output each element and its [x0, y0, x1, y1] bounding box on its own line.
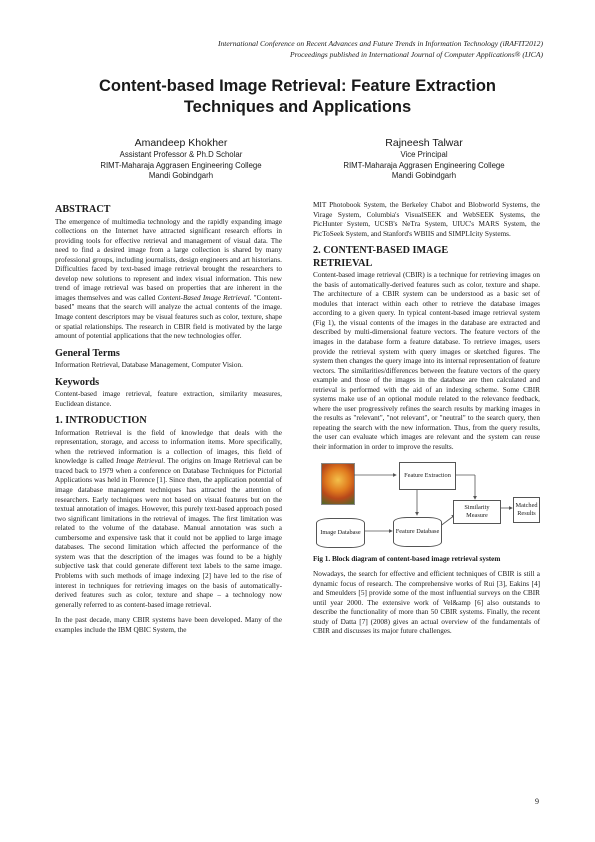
introduction-emphasis: Image Retrieval [116, 457, 164, 466]
page-number: 9 [535, 797, 539, 806]
author-affiliation: RIMT-Maharaja Aggrasen Engineering College [100, 160, 262, 170]
abstract-text [55, 218, 282, 342]
conference-header [218, 38, 543, 60]
author-block-1 [56, 136, 306, 182]
image-database-cylinder: Image Database [316, 518, 365, 548]
cbir-paragraph-2: Nowadays, the search for effective and efficient techniques of CBIR is still a dynamic focus of research. The comprehensive works of Rui [3], Eakins [4] and Smeulders [5] provide some of the most influential surveys on the CBIR until year 2000. The extensive work of Vel&amp [6] also outstands to describe the functionality of more than 50 CBIR systems. Finally, the recent study of Datta [7] (2008) gives an actual overview of the fundamentals of CBIR and discusses its major future challenges. [313, 570, 540, 636]
author-name: Rajneesh Talwar [385, 137, 463, 149]
author-location: Mandi Gobindgarh [148, 171, 214, 180]
header-line-1: International Conference on Recent Advances and Future Trends in Information Technology (iRAFIT2012) [217, 39, 543, 48]
author-role: Assistant Professor & Ph.D Scholar [119, 150, 243, 159]
general-terms-heading: General Terms [55, 347, 120, 359]
introduction-text-part: . The origins on Image Retrieval can be traced back to 1979 when a conference on Database Techniques for Pictorial Applications was held in Florence [1]. Since then, the application potential of image database management techniques has attracted the attention of researchers. Early techniques were not based on visual features but on the textual annotation of images. However, this purely text-based approach posed two significant limitations in the retrieval of images. The first limitation was related to the volume of the database. Manual annotation was such a cumbersome and expensive task that it could not be applied to large image databases. The second limitation which affected the performance of the system was that the description of the images was found to be a highly subjective task that could generate different text labels to the same image. Problems with such methods of image indexing [2] have led to the rise of interest in techniques for retrieving images on the basis of automatically-derived features such as color, texture and shape – a technology now generally referred to as content-based image retrieval. [55, 457, 282, 609]
keywords-text: Content-based image retrieval, feature extraction, similarity measures, Euclidean distance. [55, 390, 282, 408]
cbir-block-diagram [313, 461, 540, 549]
cbir-heading-line-2: RETRIEVAL [313, 257, 373, 269]
introduction-paragraph-2: In the past decade, many CBIR systems have been developed. Many of the examples include the IBM QBIC System, the [55, 616, 282, 634]
matched-results-box: Matched Results [513, 497, 540, 523]
similarity-measure-box: Similarity Measure [453, 500, 501, 524]
author-name: Amandeep Khokher [134, 137, 228, 149]
right-column [313, 201, 540, 643]
abstract-emphasis: Content-Based Image Retrieval [157, 293, 250, 302]
author-role: Vice Principal [400, 150, 448, 159]
general-terms-text: Information Retrieval, Database Management, Computer Vision. [55, 361, 243, 370]
introduction-paragraph-2-continued: MIT Photobook System, the Berkeley Chabot and Blobworld Systems, the Virage System, Columbia's VisualSEEK and WebSEEK Systems, the PicHunter System, UCSB's NeTra System, UIUC's MARS System, the PicToSeek System, and Stanford's WBIIS and SIMPLIcity Systems. [313, 201, 540, 238]
feature-extraction-box: Feature Extraction [399, 462, 456, 490]
left-column [55, 204, 282, 641]
introduction-paragraph-1 [55, 429, 282, 610]
abstract-heading: ABSTRACT [55, 204, 111, 215]
introduction-text-part: Information Retrieval is the field of knowledge that deals with the representation, storage, and access to information items. More specifically, when the retrieved information is a collection of images, this field of knowledge is called [55, 428, 282, 466]
author-block-2 [299, 136, 549, 182]
cbir-heading [313, 245, 540, 270]
abstract-text-part: The emergence of multimedia technology and the rapidly expanding image collections on the Internet have attracted significant research efforts in providing tools for effective retrieval and management of visual data. The need to find a desired image from a large collection is shared by many professional groups, including journalists, design engineers and art historians. Difficulties faced by text-based image retrieval brought the researchers to develop new solutions to represent and index visual information. This new trend of image retrieval was based on properties that are inherent in the images themselves and was called [55, 217, 282, 302]
abstract-text-part: . "Content-based" means that the search will analyze the actual contents of the image. Image content descriptors may be visual features such as color, texture, shape or spatial relationships. The research in CBIR field is motivated by the large amount of potential applications that the new technologies offer. [55, 293, 282, 341]
author-affiliation: RIMT-Maharaja Aggrasen Engineering College [343, 160, 505, 170]
keywords-heading: Keywords [55, 376, 100, 388]
introduction-heading: 1. INTRODUCTION [55, 415, 147, 427]
paper-title [40, 76, 555, 118]
feature-database-cylinder: Feature Database [393, 517, 442, 547]
title-line-1: Content-based Image Retrieval: Feature Extraction [98, 77, 496, 95]
cbir-heading-line-1: 2. CONTENT-BASED IMAGE [313, 245, 449, 257]
title-line-2: Techniques and Applications [183, 98, 412, 116]
cbir-paragraph-1: Content-based image retrieval (CBIR) is a technique for retrieving images on the basis of automatically-derived features such as color, texture and shape. The architecture of a CBIR system can be understood as a basic set of modules that interact within each other to retrieve the database images according to a given query. In typical content-based image retrieval system (Fig 1), the visual contents of the images in the database are extracted and described by multi-dimensional feature vectors. The feature vectors of the images in the database form a feature database. To retrieve images, users provide the retrieval system with query images or sketched figures. The system then changes the query image into its internal representation of feature vectors. The similarities/differences between the feature vectors of the query example and those of the images in the database are then calculated and retrieval is performed with the aid of an indexing scheme. Some CBIR systems make use of an optional module related to the relevance feedback, where the user progressively refines the search results by marking images in the results as "relevant", "not relevant", or "neutral" to the search query, then repeating the search with the new information. Thus, from the query results, the user can evaluate which images are relevant and the system can reuse their information in order to improve the results. [313, 271, 540, 452]
figure-caption: Fig 1. Block diagram of content-based image retrieval system [313, 554, 501, 563]
author-location: Mandi Gobindgarh [391, 171, 457, 180]
header-line-2: Proceedings published in International Journal of Computer Applications® (IJCA) [290, 50, 543, 59]
